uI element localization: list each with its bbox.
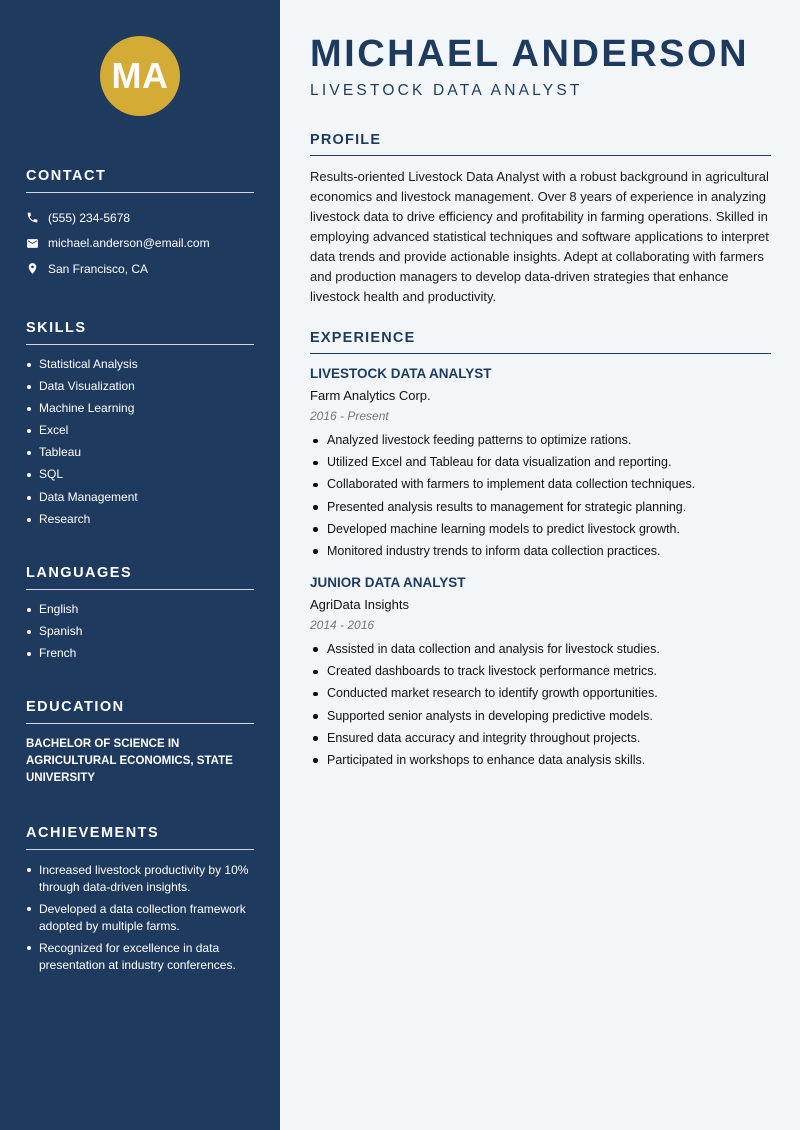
skills-section [26,320,254,527]
experience-section [310,330,771,768]
job-bullets [310,642,771,768]
job-entry [310,366,771,559]
location-text: San Francisco, CA [48,261,149,276]
job-entry [310,575,771,768]
job-bullet: Ensured data accuracy and integrity throughout projects. [310,731,771,746]
job-bullet: Created dashboards to track livestock performance metrics. [310,664,771,679]
achievements-heading: ACHIEVEMENTS [26,825,254,850]
languages-list [26,602,254,661]
candidate-name: MICHAEL ANDERSON [310,33,750,75]
job-bullet: Supported senior analysts in developing predictive models. [310,709,771,724]
contact-email [26,231,254,257]
skill-item: Data Management [26,490,254,505]
achievement-item: Recognized for excellence in data presentation at industry conferences. [26,940,254,974]
phone-icon [26,211,39,224]
location-pin-icon [26,262,39,275]
job-company: AgriData Insights [310,596,409,612]
job-bullet: Monitored industry trends to inform data collection practices. [310,544,771,559]
job-bullet: Collaborated with farmers to implement data collection techniques. [310,477,771,492]
sidebar [0,0,280,1130]
achievement-item: Developed a data collection framework adopted by multiple farms. [26,901,254,935]
job-role: LIVESTOCK DATA ANALYST [310,366,492,381]
main-content [280,0,800,1130]
experience-heading: EXPERIENCE [310,330,771,354]
education-heading: EDUCATION [26,699,254,724]
skill-item: Excel [26,423,254,438]
language-item: French [26,646,254,661]
job-bullet: Assisted in data collection and analysis for livestock studies. [310,642,771,657]
skill-item: Tableau [26,445,254,460]
job-bullets [310,433,771,559]
contact-phone [26,205,254,231]
job-role: JUNIOR DATA ANALYST [310,574,466,590]
job-bullet: Conducted market research to identify growth opportunities. [310,686,771,701]
achievement-item: Increased livestock productivity by 10% through data-driven insights. [26,862,254,896]
achievements-list [26,862,254,974]
education-section [26,699,254,787]
skills-heading: SKILLS [26,320,254,345]
language-item: English [26,602,254,617]
candidate-title: LIVESTOCK DATA ANALYST [310,82,583,99]
email-text[interactable]: michael.anderson@email.com [48,236,210,251]
contact-heading: CONTACT [26,168,254,193]
job-dates: 2016 - Present [310,409,389,423]
job-bullet: Participated in workshops to enhance data analysis skills. [310,753,771,768]
language-item: Spanish [26,624,254,639]
skill-item: SQL [26,467,254,482]
profile-section [310,132,771,307]
skills-list [26,357,254,527]
phone-text: (555) 234-5678 [48,210,131,225]
job-bullet: Utilized Excel and Tableau for data visualization and reporting. [310,455,771,470]
email-icon [26,237,39,250]
skill-item: Data Visualization [26,379,254,394]
skill-item: Research [26,512,254,527]
profile-text: Results-oriented Livestock Data Analyst with a robust background in agricultural economics and livestock management. Over 8 years of experience in analyzing livestock data to drive efficiency and profitability in farming operations. Skilled in employing advanced statistical techniques and software applications to interpret data trends and provide actionable insights. Adept at collaborating with farmers and production managers to develop data-driven strategies that enhance livestock health and productivity. [310,169,769,304]
job-dates: 2014 - 2016 [310,617,375,632]
profile-heading: PROFILE [310,132,771,156]
job-company: Farm Analytics Corp. [310,388,431,403]
languages-section [26,565,254,661]
job-bullet: Presented analysis results to management for strategic planning. [310,500,771,515]
contact-section [26,168,254,282]
job-bullet: Analyzed livestock feeding patterns to optimize rations. [310,433,771,448]
job-bullet: Developed machine learning models to predict livestock growth. [310,522,771,537]
achievements-section [26,825,254,974]
contact-location [26,256,254,282]
education-degree: BACHELOR OF SCIENCE IN AGRICULTURAL ECONOMICS, STATE UNIVERSITY [26,738,233,785]
skill-item: Machine Learning [26,401,254,416]
avatar: MA [100,36,180,116]
languages-heading: LANGUAGES [26,565,254,590]
skill-item: Statistical Analysis [26,357,254,372]
